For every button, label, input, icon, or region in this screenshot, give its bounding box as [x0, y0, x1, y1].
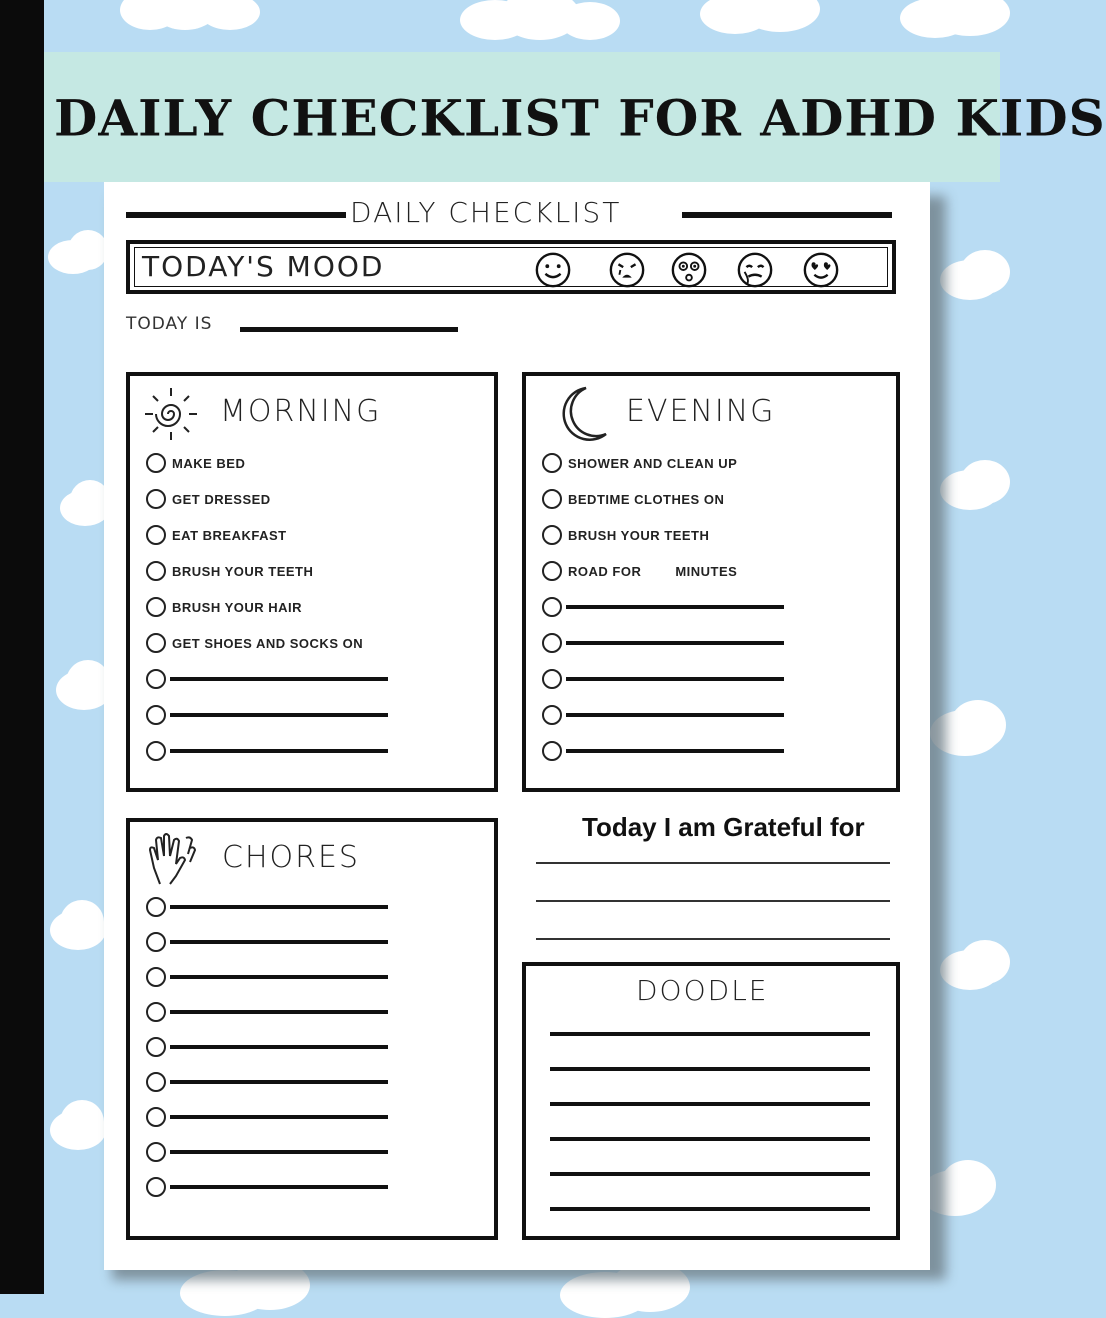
checklist-page [104, 182, 930, 1270]
checkbox[interactable] [542, 669, 562, 689]
blank-line[interactable] [566, 605, 784, 609]
checkbox[interactable] [146, 1142, 166, 1162]
chores-section [126, 818, 498, 1240]
checklist-item-label: SHOWER AND CLEAN UP [568, 455, 738, 471]
checkbox[interactable] [146, 633, 166, 653]
blank-checklist-item [146, 704, 388, 726]
chores-title: CHORES [222, 840, 360, 875]
doodle-line[interactable] [550, 1102, 870, 1106]
blank-line[interactable] [170, 905, 388, 909]
blank-checklist-item [542, 704, 784, 726]
checklist-item-label: EAT BREAKFAST [172, 527, 287, 543]
checkbox[interactable] [146, 967, 166, 987]
blank-checklist-item [146, 966, 388, 988]
today-is-field[interactable] [240, 327, 458, 332]
blank-line[interactable] [170, 1080, 388, 1084]
blank-checklist-item [146, 931, 388, 953]
blank-checklist-item [146, 1141, 388, 1163]
blank-checklist-item [542, 596, 784, 618]
evening-title: EVENING [626, 394, 776, 429]
checkbox[interactable] [542, 489, 562, 509]
checkbox[interactable] [146, 669, 166, 689]
moon-icon [556, 384, 610, 444]
checkbox[interactable] [146, 525, 166, 545]
checkbox[interactable] [542, 705, 562, 725]
title-banner [44, 52, 1106, 182]
morning-title: MORNING [220, 394, 382, 429]
blank-line[interactable] [566, 677, 784, 681]
checkbox[interactable] [542, 525, 562, 545]
checklist-item [146, 524, 287, 546]
doodle-line[interactable] [550, 1172, 870, 1176]
mood-box [126, 240, 896, 294]
evening-section [522, 372, 900, 792]
today-is-label: TODAY IS [126, 314, 213, 334]
checkbox[interactable] [146, 1002, 166, 1022]
waving-hands-icon [146, 828, 198, 888]
blank-line[interactable] [170, 677, 388, 681]
checkbox[interactable] [146, 932, 166, 952]
checklist-item-label: GET SHOES AND SOCKS ON [172, 635, 364, 651]
blank-line[interactable] [566, 641, 784, 645]
doodle-line[interactable] [550, 1137, 870, 1141]
checklist-item-label: BRUSH YOUR TEETH [568, 527, 710, 543]
checklist-item-label: ROAD FOR [568, 563, 642, 579]
blank-checklist-item [146, 1071, 388, 1093]
blank-line[interactable] [170, 975, 388, 979]
checkbox[interactable] [542, 633, 562, 653]
blank-checklist-item [146, 1036, 388, 1058]
checkbox[interactable] [146, 489, 166, 509]
surprised-face-icon[interactable] [670, 251, 708, 289]
doodle-line[interactable] [550, 1207, 870, 1211]
checklist-item-label: BRUSH YOUR TEETH [172, 563, 314, 579]
blank-line[interactable] [566, 749, 784, 753]
checklist-item [146, 488, 271, 510]
blank-line[interactable] [170, 749, 388, 753]
blank-line[interactable] [566, 713, 784, 717]
grateful-title: Today I am Grateful for [582, 812, 865, 842]
blank-checklist-item [146, 1001, 388, 1023]
sun-icon [140, 384, 202, 444]
mood-label: TODAY'S MOOD [142, 250, 385, 283]
blank-line[interactable] [170, 1010, 388, 1014]
grateful-line[interactable] [536, 862, 890, 864]
blank-line[interactable] [170, 1115, 388, 1119]
checklist-item-label: BRUSH YOUR HAIR [172, 599, 303, 615]
checkbox[interactable] [146, 453, 166, 473]
checklist-item-label: BEDTIME CLOTHES ON [568, 491, 725, 507]
sleepy-face-icon[interactable] [736, 251, 774, 289]
blank-checklist-item [146, 668, 388, 690]
blank-line[interactable] [170, 1045, 388, 1049]
heart-eyes-face-icon[interactable] [802, 251, 840, 289]
blank-line[interactable] [170, 1185, 388, 1189]
grateful-line[interactable] [536, 900, 890, 902]
grateful-line[interactable] [536, 938, 890, 940]
blank-checklist-item [146, 740, 388, 762]
blank-checklist-item [146, 1106, 388, 1128]
blank-checklist-item [542, 740, 784, 762]
checklist-item [542, 524, 709, 546]
checkbox[interactable] [542, 597, 562, 617]
doodle-line[interactable] [550, 1067, 870, 1071]
minutes-label: MINUTES [675, 563, 738, 579]
book-spine [0, 0, 44, 1294]
header-rule-left [126, 212, 346, 218]
blank-line[interactable] [170, 713, 388, 717]
blank-checklist-item [542, 632, 784, 654]
checkbox[interactable] [146, 1177, 166, 1197]
checkbox[interactable] [146, 1107, 166, 1127]
checkbox[interactable] [146, 561, 166, 581]
cover-title: DAILY CHECKLIST FOR ADHD KIDS [54, 88, 1106, 148]
checklist-item [542, 560, 737, 582]
blank-line[interactable] [170, 940, 388, 944]
header-title: DAILY CHECKLIST [350, 196, 622, 229]
checkbox[interactable] [542, 741, 562, 761]
blank-checklist-item [542, 668, 784, 690]
header-rule-right [682, 212, 892, 218]
doodle-title: DOODLE [636, 974, 769, 1007]
happy-face-icon[interactable] [534, 251, 572, 289]
checklist-item [146, 560, 313, 582]
checkbox[interactable] [146, 897, 166, 917]
checklist-item [542, 488, 724, 510]
checklist-item [146, 452, 245, 474]
checkbox[interactable] [146, 741, 166, 761]
blank-checklist-item [146, 896, 388, 918]
checkbox[interactable] [146, 705, 166, 725]
checklist-item-label: MAKE BED [172, 455, 246, 471]
doodle-line[interactable] [550, 1032, 870, 1036]
checkbox[interactable] [542, 561, 562, 581]
blank-checklist-item [146, 1176, 388, 1198]
checkbox[interactable] [542, 453, 562, 473]
checklist-item [146, 596, 302, 618]
checkbox[interactable] [146, 1037, 166, 1057]
checklist-item [542, 452, 737, 474]
checklist-item-label: GET DRESSED [172, 491, 271, 507]
checklist-item [146, 632, 363, 654]
checkbox[interactable] [146, 1072, 166, 1092]
checkbox[interactable] [146, 597, 166, 617]
doodle-section [522, 962, 900, 1240]
morning-section [126, 372, 498, 792]
crying-face-icon[interactable] [608, 251, 646, 289]
blank-line[interactable] [170, 1150, 388, 1154]
